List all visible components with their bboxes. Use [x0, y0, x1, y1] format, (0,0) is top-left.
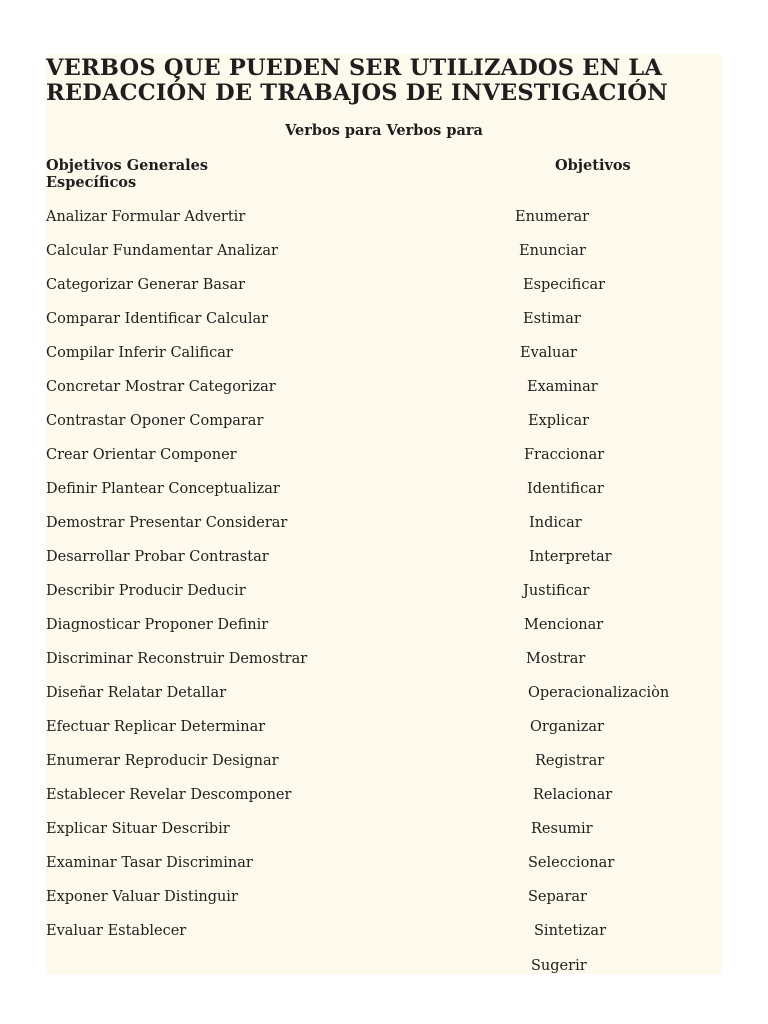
verb-row-left: Calcular Fundamentar Analizar — [46, 243, 278, 259]
verb-row-right: Sugerir — [531, 958, 587, 974]
verb-row-right: Separar — [528, 889, 587, 905]
verb-row-right: Justificar — [523, 583, 590, 599]
verb-row-right: Enunciar — [519, 243, 586, 259]
verb-row-left: Demostrar Presentar Considerar — [46, 515, 288, 531]
column-header-left-line-2: Específicos — [46, 174, 137, 191]
verb-row-left: Concretar Mostrar Categorizar — [46, 379, 276, 395]
verb-row-right: Relacionar — [533, 787, 613, 803]
title-line-2: REDACCIÓN DE TRABAJOS DE INVESTIGACIÓN — [46, 80, 668, 106]
verb-row-left: Diagnosticar Proponer Definir — [46, 617, 269, 633]
verb-row-left: Enumerar Reproducir Designar — [46, 753, 279, 769]
verb-row-right: Indicar — [529, 515, 582, 531]
verb-row-right: Mencionar — [524, 617, 604, 633]
document-title — [46, 56, 726, 106]
verb-row-right: Organizar — [530, 719, 604, 735]
verb-row-left: Evaluar Establecer — [46, 923, 187, 939]
verb-row-left: Analizar Formular Advertir — [46, 209, 246, 225]
verb-row-right: Mostrar — [526, 651, 586, 667]
verb-row-right: Operacionalizaciòn — [528, 685, 670, 701]
title-line-1: VERBOS QUE PUEDEN SER UTILIZADOS EN LA — [46, 55, 663, 81]
verb-row-right: Registrar — [535, 753, 605, 769]
subheading: Verbos para Verbos para — [285, 122, 483, 139]
verb-row-left: Crear Orientar Componer — [46, 447, 237, 463]
verb-row-right: Sintetizar — [534, 923, 606, 939]
verb-row-right: Evaluar — [520, 345, 577, 361]
verb-row-left: Examinar Tasar Discriminar — [46, 855, 253, 871]
verb-row-right: Especificar — [523, 277, 606, 293]
verb-row-left: Diseñar Relatar Detallar — [46, 685, 227, 701]
column-header-right: Objetivos — [555, 157, 631, 174]
verb-row-left: Discriminar Reconstruir Demostrar — [46, 651, 308, 667]
verb-row-left: Contrastar Oponer Comparar — [46, 413, 264, 429]
verb-row-right: Explicar — [528, 413, 590, 429]
verb-row-right: Examinar — [527, 379, 598, 395]
verb-row-left: Desarrollar Probar Contrastar — [46, 549, 269, 565]
verb-row-left: Categorizar Generar Basar — [46, 277, 246, 293]
verb-row-left: Comparar Identificar Calcular — [46, 311, 269, 327]
verb-row-left: Exponer Valuar Distinguir — [46, 889, 238, 905]
column-header-left-line-1: Objetivos Generales — [46, 157, 209, 174]
verb-row-right: Resumir — [531, 821, 593, 837]
column-header-left — [46, 157, 208, 191]
verb-row-left: Explicar Situar Describir — [46, 821, 230, 837]
verb-row-left: Definir Plantear Conceptualizar — [46, 481, 280, 497]
verb-row-right: Identificar — [527, 481, 604, 497]
verb-row-right: Seleccionar — [528, 855, 615, 871]
verb-row-right: Estimar — [523, 311, 581, 327]
verb-row-right: Interpretar — [529, 549, 612, 565]
verb-row-left: Describir Producir Deducir — [46, 583, 246, 599]
verb-row-right: Enumerar — [515, 209, 590, 225]
verb-row-left: Compilar Inferir Calificar — [46, 345, 233, 361]
verb-row-left: Efectuar Replicar Determinar — [46, 719, 266, 735]
verb-row-left: Establecer Revelar Descomponer — [46, 787, 292, 803]
verb-row-right: Fraccionar — [524, 447, 605, 463]
